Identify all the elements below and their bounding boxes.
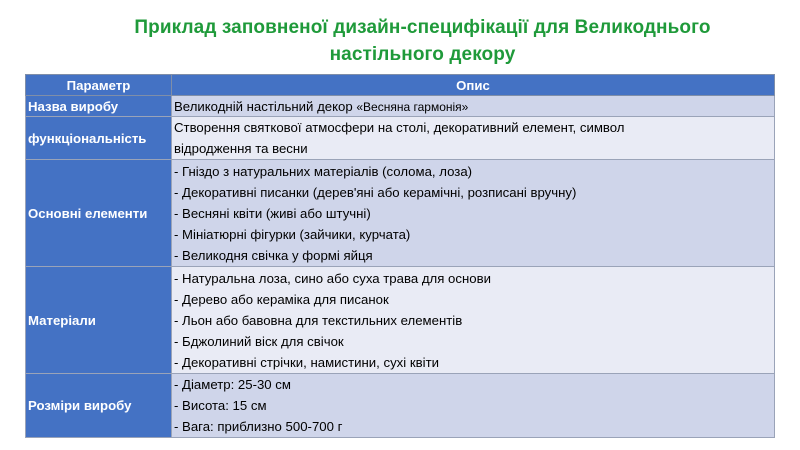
header-param: Параметр (26, 75, 172, 96)
desc-line: - Вага: приблизно 500-700 г (174, 419, 343, 434)
row-desc-name (172, 96, 775, 117)
desc-line: - Весняні квіти (живі або штучні) (174, 205, 371, 221)
desc-line: - Гніздо з натуральних матеріалів (солома, лоза) (174, 163, 473, 179)
desc-line: - Декоративні стрічки, намистини, сухі квіти (174, 354, 439, 370)
desc-line: - Натуральна лоза, сино або суха трава для основи (174, 270, 491, 286)
desc-line: - Декоративні писанки (дерев'яні або керамічні, розписані вручну) (174, 184, 577, 200)
desc-line: Створення святкової атмосфери на столі, декоративний елемент, символ (174, 120, 625, 135)
desc-line: - Бджолиний віск для свічок (174, 333, 344, 349)
row-desc-materials (172, 267, 775, 374)
desc-line: - Льон або бавовна для текстильних елементів (174, 312, 463, 328)
page-title (0, 14, 800, 68)
table-row-dimensions (26, 374, 775, 438)
table-row-elements (26, 160, 775, 267)
header-desc: Опис (172, 75, 775, 96)
row-param-name: Назва виробу (26, 96, 172, 117)
row-desc-dimensions (172, 374, 775, 438)
table-row-function (26, 117, 775, 160)
table-row-materials (26, 267, 775, 374)
row-param-materials: Матеріали (26, 267, 172, 374)
row-param-function: функціональність (26, 117, 172, 160)
desc-line: - Дерево або кераміка для писанок (174, 291, 389, 307)
title-line-2: настільного декору (329, 44, 516, 65)
table-header-row (26, 75, 775, 96)
desc-line: - Діаметр: 25-30 см (174, 377, 291, 392)
row-param-elements: Основні елементи (26, 160, 172, 267)
desc-suffix: «Весняна гармонія» (356, 99, 469, 114)
desc-line: відродження та весни (174, 141, 308, 156)
desc-line: - Великодня свічка у формі яйця (174, 247, 373, 263)
table-row-name (26, 96, 775, 117)
title-line-1: Приклад заповненої дизайн-специфікації для Великоднього (134, 17, 711, 38)
desc-line: - Мініатюрні фігурки (зайчики, курчата) (174, 226, 411, 242)
row-param-dimensions: Розміри виробу (26, 374, 172, 438)
desc-line: - Висота: 15 см (174, 398, 267, 413)
row-desc-function (172, 117, 775, 160)
desc-line: Великодній настільний декор (174, 98, 353, 114)
row-desc-elements (172, 160, 775, 267)
specification-table (25, 74, 775, 438)
